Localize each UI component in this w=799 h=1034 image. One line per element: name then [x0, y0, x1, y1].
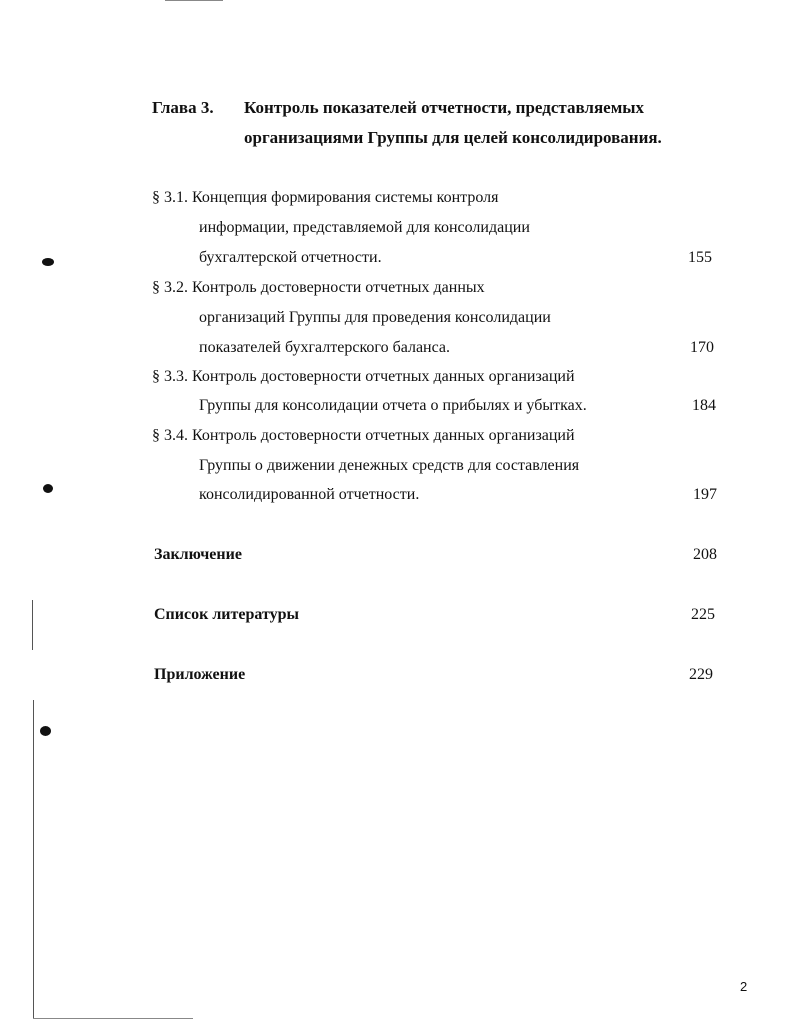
toc-section-3-2-page: 170 — [690, 339, 714, 356]
toc-section-3-4-line-1: § 3.4. Контроль достоверности отчетных данных организаций — [152, 427, 575, 444]
toc-section-3-4-line-3: консолидированной отчетности. — [199, 486, 420, 503]
toc-section-3-2-line-3: показателей бухгалтерского баланса. — [199, 339, 451, 356]
scan-artifact-mark — [40, 726, 51, 736]
scan-artifact-edge — [33, 700, 34, 1018]
toc-section-3-4-page: 197 — [693, 486, 717, 503]
chapter-title-line-1: Контроль показателей отчетности, представляемых — [244, 98, 645, 117]
page-number: 2 — [740, 979, 748, 994]
toc-section-3-1-line-3: бухгалтерской отчетности. — [199, 249, 382, 266]
toc-conclusion-title: Заключение — [154, 546, 242, 563]
toc-references-page: 225 — [691, 606, 715, 623]
toc-section-3-3-page: 184 — [692, 397, 716, 414]
scan-artifact-edge — [32, 600, 33, 650]
toc-conclusion-page: 208 — [693, 546, 717, 563]
toc-section-3-2-line-2: организаций Группы для проведения консолидации — [199, 309, 551, 326]
toc-section-3-3-line-1: § 3.3. Контроль достоверности отчетных данных организаций — [152, 368, 575, 385]
scan-artifact-mark — [42, 258, 54, 266]
toc-appendix-title: Приложение — [154, 666, 246, 683]
scan-artifact-bottom-line — [33, 1018, 193, 1019]
toc-section-3-1-line-2: информации, представляемой для консолидации — [199, 219, 530, 236]
toc-section-3-1-page: 155 — [688, 249, 712, 266]
chapter-title-line-2: организациями Группы для целей консолидирования. — [244, 128, 662, 147]
scan-artifact-mark — [43, 484, 53, 493]
toc-appendix-page: 229 — [689, 666, 713, 683]
chapter-label: Глава 3. — [152, 98, 214, 117]
scan-artifact-top-line — [165, 0, 223, 1]
toc-section-3-2-line-1: § 3.2. Контроль достоверности отчетных данных — [152, 279, 485, 296]
toc-references-title: Список литературы — [154, 606, 299, 623]
toc-section-3-4-line-2: Группы о движении денежных средств для составления — [199, 457, 580, 474]
toc-section-3-1-line-1: § 3.1. Концепция формирования системы контроля — [152, 189, 499, 206]
toc-section-3-3-line-2: Группы для консолидации отчета о прибылях и убытках. — [199, 397, 587, 414]
